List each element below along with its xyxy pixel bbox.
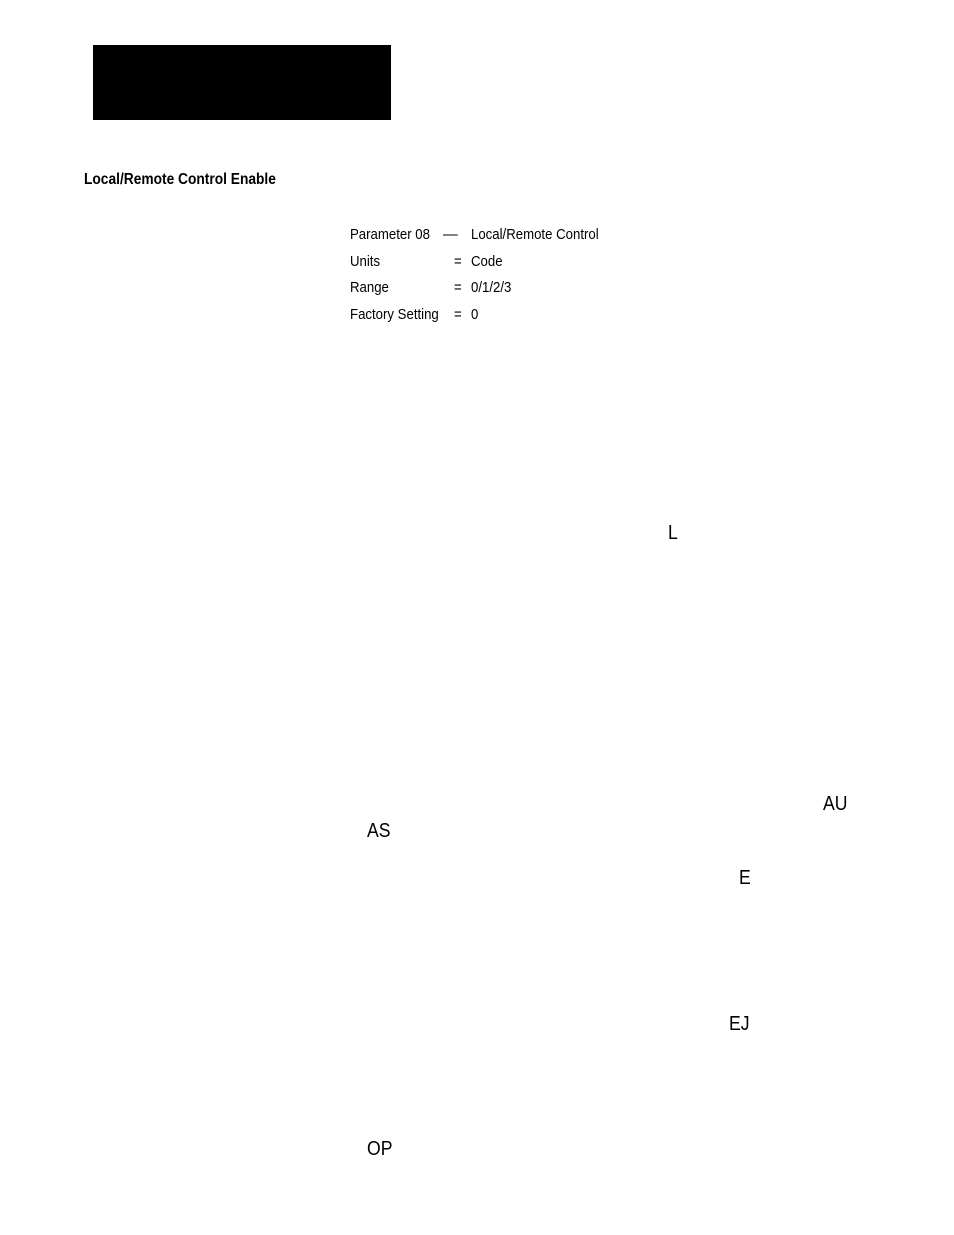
text-fragment-au: AU (823, 793, 848, 815)
text-fragment-e: E (739, 867, 751, 889)
parameter-label: Parameter 08 (350, 226, 430, 243)
units-value: Code (471, 252, 503, 270)
factory-setting-separator: = (454, 306, 462, 324)
range-label: Range (350, 279, 389, 297)
text-fragment-ej: EJ (729, 1013, 750, 1035)
header-black-bar (93, 45, 391, 120)
text-fragment-as: AS (367, 820, 391, 842)
factory-setting-value: 0 (471, 306, 479, 324)
section-heading: Local/Remote Control Enable (84, 171, 276, 188)
range-separator: = (454, 279, 462, 297)
units-separator: = (454, 252, 462, 270)
range-value: 0/1/2/3 (471, 279, 512, 297)
parameter-separator: –– (443, 226, 458, 243)
text-fragment-op: OP (367, 1138, 393, 1160)
parameter-value: Local/Remote Control (471, 226, 599, 243)
units-label: Units (350, 252, 381, 270)
text-fragment-l: L (668, 522, 678, 544)
factory-setting-label: Factory Setting (350, 306, 439, 324)
